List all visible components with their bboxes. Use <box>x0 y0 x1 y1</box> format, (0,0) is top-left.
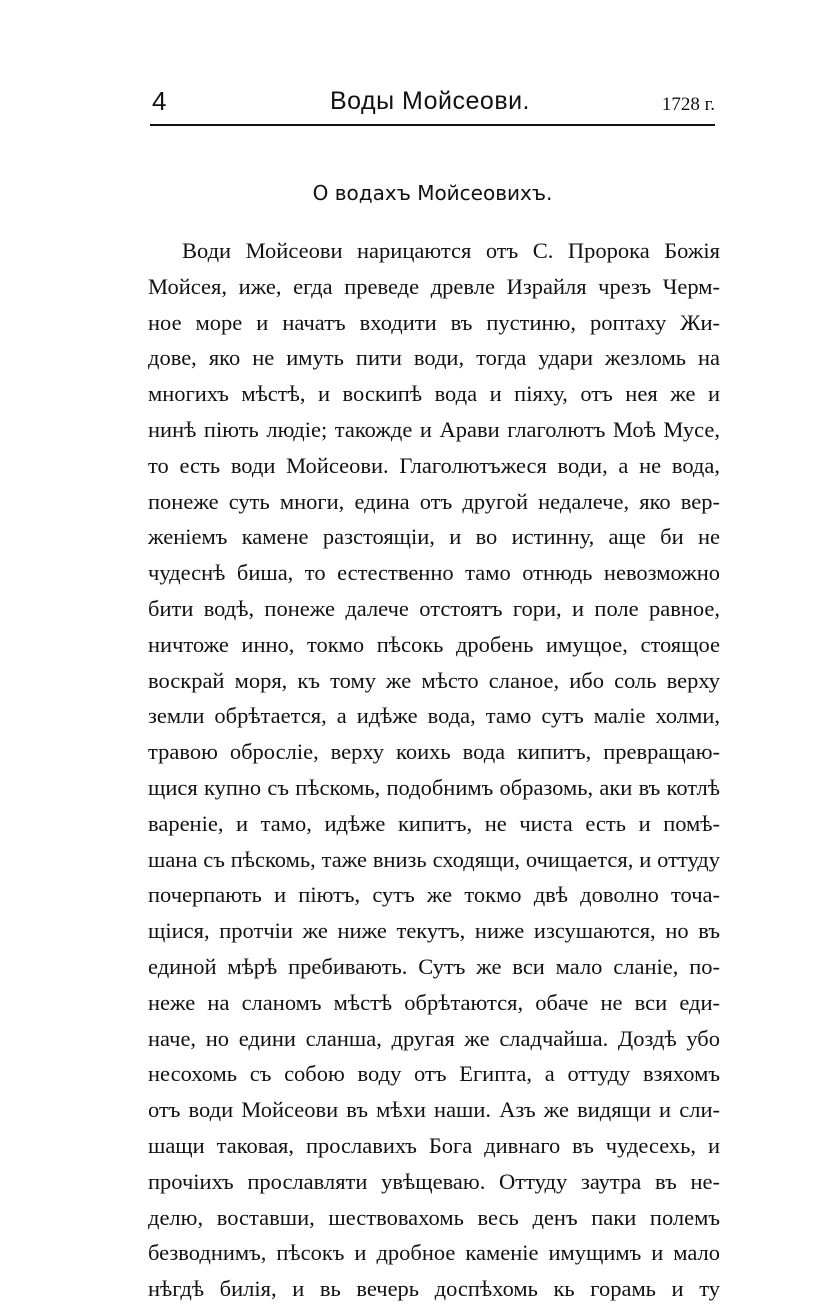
page-number: 4 <box>152 86 167 116</box>
text-line: то есть води Мойсеови. Глаголютъжеся води, а не вода, <box>148 452 720 478</box>
text-line: несохомь съ собою воду отъ Египта, а оттуду взяхомъ <box>148 1061 720 1087</box>
text-line: травою обросліе, верху коихь вода кипитъ, превращаю- <box>148 739 720 765</box>
text-line: чудеснѣ биша, то естественно тамо отнюдь невозможно <box>148 560 720 586</box>
text-line: прочіихъ прославляти увѣщеваю. Оттуду заутра въ не- <box>148 1168 720 1194</box>
text-line: женіемъ камене разстоящіи, и во истинну, аще би не <box>148 524 720 550</box>
text-line: шана съ пѣскомь, таже внизь сходящи, очищается, и оттуду <box>148 846 720 872</box>
text-line: Мойсея, иже, егда преведе древле Израйля чрезъ Черм- <box>148 273 720 299</box>
text-line: безводнимъ, пѣсокъ и дробное каменіе имущимъ и мало <box>148 1240 720 1266</box>
text-line: нинѣ піють людіе; такожде и Арави глаголютъ Моѣ Мусе, <box>148 416 720 442</box>
running-header <box>150 84 715 126</box>
text-line: земли обрѣтается, а идѣже вода, тамо сутъ маліе холми, <box>148 703 720 729</box>
text-line: воскрай моря, къ тому же мѣсто сланое, ибо соль верху <box>148 667 720 693</box>
text-line: щися купно съ пѣскомь, подобнимъ образомь, аки въ котлѣ <box>148 774 720 800</box>
text-line: отъ води Мойсеови въ мѣхи наши. Азъ же видящи и сли- <box>148 1097 720 1123</box>
text-line: ное море и начатъ входити въ пустиню, роптаху Жи- <box>148 309 720 335</box>
text-line: почерпають и піютъ, сутъ же токмо двѣ доволно точа- <box>148 882 720 908</box>
text-line: нѣгдѣ билія, и вь вечерь доспѣхомь кь горамь и ту <box>148 1276 720 1302</box>
text-line: понеже суть многи, едина отъ другой недалече, яко вер- <box>148 488 720 514</box>
text-line: бити водѣ, понеже далече отстоятъ гори, и поле равное, <box>148 595 720 621</box>
running-title: Воды Мойсеови. <box>330 87 531 115</box>
text-line: делю, воставши, шествовахомь весь денъ паки полемъ <box>148 1204 720 1230</box>
running-year: 1728 г. <box>661 94 715 115</box>
text-line: ничтоже инно, токмо пѣсокь дробень имущое, стоящое <box>148 631 720 657</box>
text-line: единой мѣрѣ пребивають. Сутъ же вси мало сланіе, по- <box>148 953 720 979</box>
text-line: Води Мойсеови нарицаются отъ С. Пророка Божія <box>182 238 720 263</box>
text-line: наче, но едини сланша, другая же сладчайша. Доздѣ убо <box>148 1025 720 1051</box>
text-line: многихъ мѣстѣ, и воскипѣ вода и піяху, отъ нея же и <box>148 381 720 407</box>
text-line: неже на сланомъ мѣстѣ обрѣтаются, обаче не вси еди- <box>148 989 720 1015</box>
text-line: дове, яко не имуть пити води, тогда удари жезломь на <box>148 345 720 371</box>
text-line: шащи таковая, прославихъ Бога дивнаго въ чудесехь, и <box>148 1132 720 1158</box>
text-line: вареніе, и тамо, идѣже кипитъ, не чиста есть и помѣ- <box>148 810 720 836</box>
text-line: щіися, протчіи же ниже текутъ, ниже изсушаются, но въ <box>148 918 720 944</box>
section-title: О водахъ Мойсеовихъ. <box>312 181 553 205</box>
body-text <box>148 233 720 1307</box>
